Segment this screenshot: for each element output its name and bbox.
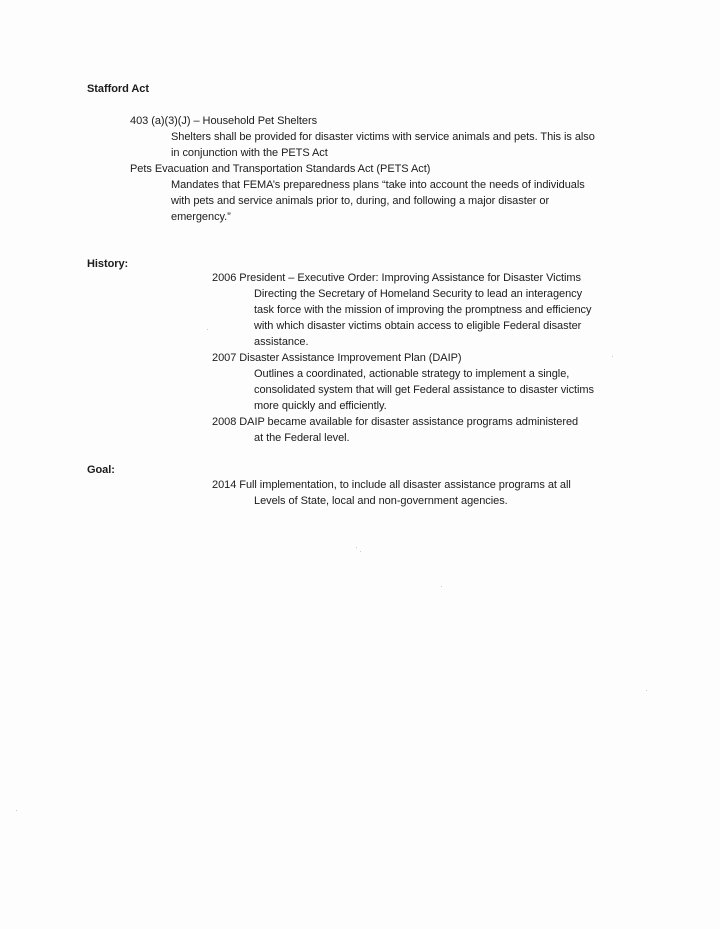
history-2006-title: 2006 President – Executive Order: Improving Assistance for Disaster Victims (212, 272, 581, 284)
pets-act-title: Pets Evacuation and Transportation Standards Act (PETS Act) (130, 163, 431, 175)
scan-speck (16, 810, 17, 811)
history-2008-text-line: at the Federal level. (254, 432, 350, 444)
history-2006-text-line: task force with the mission of improving the promptness and efficiency (254, 304, 592, 316)
history-heading: History: (87, 258, 129, 270)
history-2007-title: 2007 Disaster Assistance Improvement Plan (DAIP) (212, 352, 462, 364)
history-2008-title: 2008 DAIP became available for disaster assistance programs administered (212, 416, 579, 428)
section-403-title: 403 (a)(3)(J) – Household Pet Shelters (130, 115, 318, 127)
history-2007-text-line: Outlines a coordinated, actionable strategy to implement a single, (254, 368, 570, 380)
pets-act-text-line: Mandates that FEMA’s preparedness plans “take into account the needs of individuals (171, 179, 585, 191)
pets-act-text-line: emergency.” (171, 211, 231, 223)
scan-speck (441, 586, 442, 587)
scan-speck (646, 690, 647, 691)
history-2006-text-line: with which disaster victims obtain access to eligible Federal disaster (254, 320, 582, 332)
pets-act-text-line: with pets and service animals prior to, during, and following a major disaster or (171, 195, 550, 207)
goal-2014-text-line: Levels of State, local and non-government agencies. (254, 495, 508, 507)
history-2007-text-line: more quickly and efficiently. (254, 400, 387, 412)
history-2007-text-line: consolidated system that will get Federal assistance to disaster victims (254, 384, 594, 396)
goal-heading: Goal: (87, 464, 115, 476)
scan-speck (356, 547, 357, 548)
section-403-text-line: in conjunction with the PETS Act (171, 147, 328, 159)
goal-2014-title: 2014 Full implementation, to include all disaster assistance programs at all (212, 479, 571, 491)
history-2006-text-line: Directing the Secretary of Homeland Security to lead an interagency (254, 288, 583, 300)
history-2006-text-line: assistance. (254, 336, 309, 348)
scan-speck (360, 551, 361, 552)
scan-speck (612, 356, 613, 357)
stafford-act-heading: Stafford Act (87, 83, 149, 95)
section-403-text-line: Shelters shall be provided for disaster victims with service animals and pets. This is also (171, 131, 595, 143)
scan-speck (207, 329, 208, 330)
